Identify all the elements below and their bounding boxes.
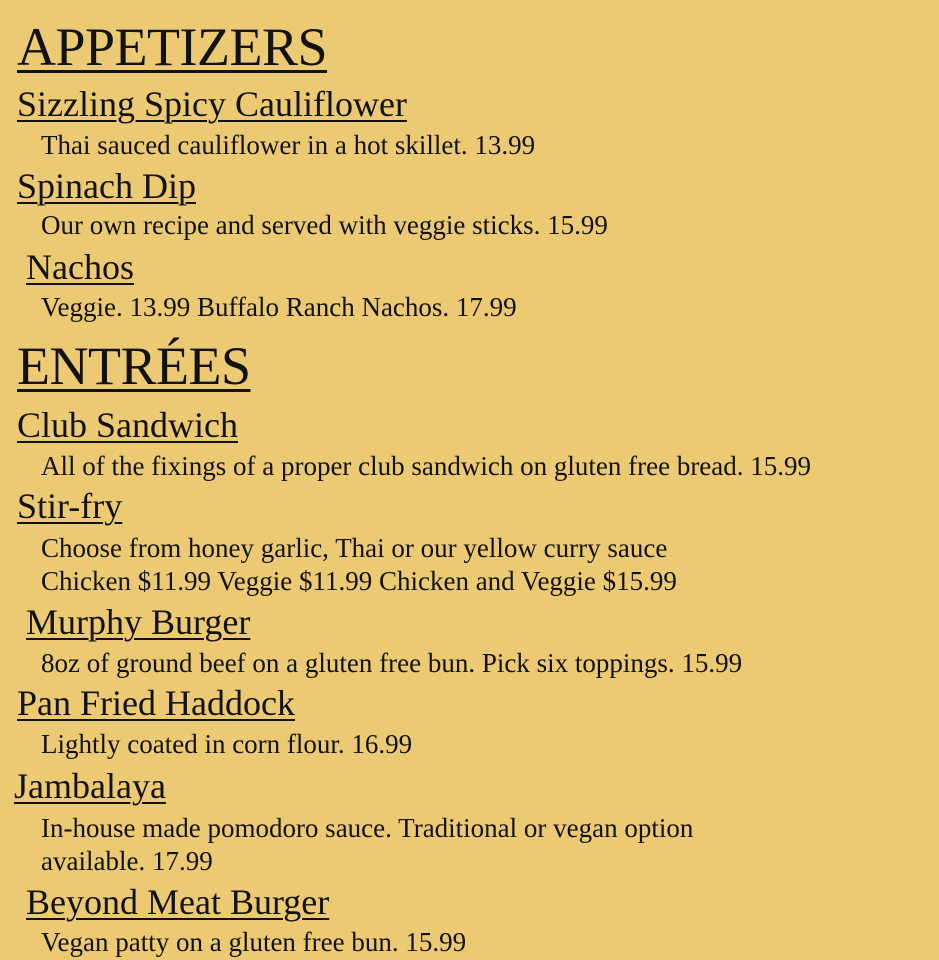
item-desc-jambalaya-cont: available. 17.99 — [41, 846, 213, 876]
item-name-nachos: Nachos — [26, 247, 134, 287]
item-desc-pan-fried-haddock: Lightly coated in corn flour. 16.99 — [41, 729, 413, 759]
item-name-club-sandwich: Club Sandwich — [17, 405, 238, 445]
item-desc-club-sandwich: All of the fixings of a proper club sandwich on gluten free bread. 15.99 — [41, 451, 812, 481]
item-desc-stir-fry-prices: Chicken $11.99 Veggie $11.99 Chicken and Veggie $15.99 — [41, 566, 677, 596]
item-name-stir-fry: Stir-fry — [17, 486, 123, 526]
item-name-pan-fried-haddock: Pan Fried Haddock — [17, 683, 295, 723]
section-title-entrees: ENTRÉES — [17, 336, 251, 396]
item-desc-beyond-meat-burger: Vegan patty on a gluten free bun. 15.99 — [41, 927, 467, 957]
item-name-sizzling-spicy-cauliflower: Sizzling Spicy Cauliflower — [17, 84, 407, 124]
item-desc-sizzling-spicy-cauliflower: Thai sauced cauliflower in a hot skillet. 13.99 — [41, 130, 536, 160]
item-desc-spinach-dip: Our own recipe and served with veggie sticks. 15.99 — [41, 210, 608, 240]
item-desc-murphy-burger: 8oz of ground beef on a gluten free bun. Pick six toppings. 15.99 — [41, 648, 743, 678]
section-title-appetizers: APPETIZERS — [17, 17, 328, 77]
item-desc-nachos: Veggie. 13.99 Buffalo Ranch Nachos. 17.99 — [41, 292, 517, 322]
item-name-spinach-dip: Spinach Dip — [17, 166, 196, 206]
item-desc-stir-fry: Choose from honey garlic, Thai or our yellow curry sauce — [41, 533, 668, 563]
item-name-beyond-meat-burger: Beyond Meat Burger — [26, 882, 330, 922]
item-desc-jambalaya: In-house made pomodoro sauce. Traditional or vegan option — [41, 813, 694, 843]
item-name-jambalaya: Jambalaya — [14, 766, 166, 806]
item-name-murphy-burger: Murphy Burger — [26, 602, 251, 642]
